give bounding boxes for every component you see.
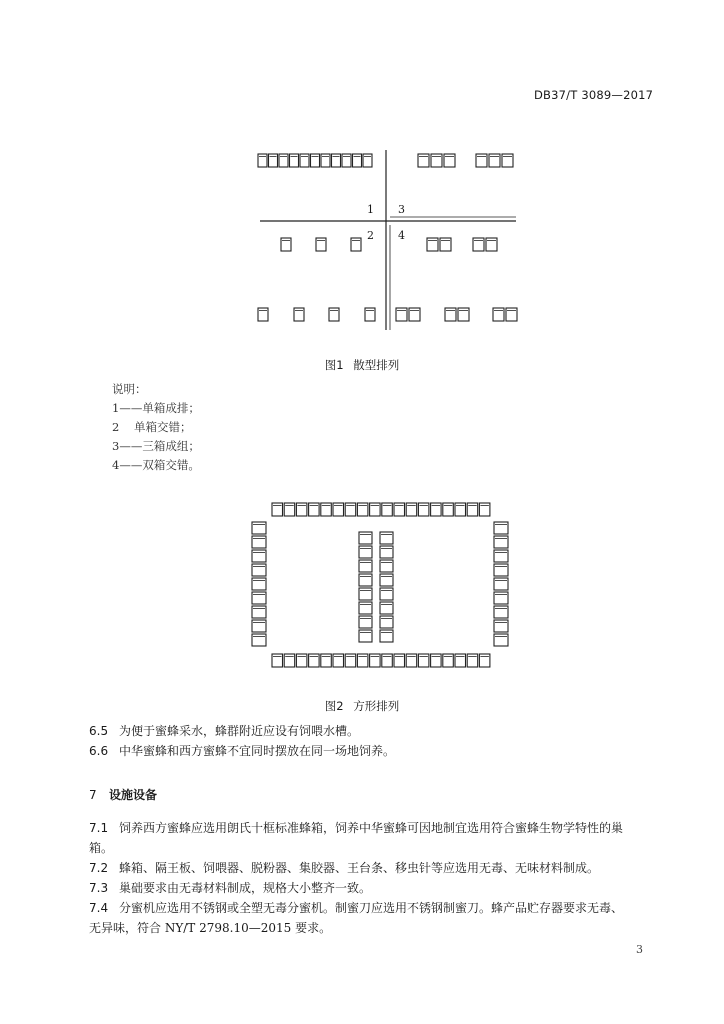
hive-box [345, 654, 356, 667]
hive-box [321, 654, 332, 667]
hive-box [431, 654, 442, 667]
hive-box [296, 503, 307, 516]
hive-box [269, 154, 278, 167]
clause-7-1-cont [89, 838, 659, 858]
hive-box [252, 550, 266, 562]
hive-box [365, 308, 375, 321]
hive-box [380, 532, 393, 544]
hive-box [359, 560, 372, 572]
hive-box [431, 503, 442, 516]
hive-box [409, 308, 420, 321]
hive-box [494, 536, 508, 548]
hive-box [396, 308, 407, 321]
hive-box [431, 154, 442, 167]
hive-box [359, 532, 372, 544]
hive-box [380, 574, 393, 586]
hive-box [316, 238, 326, 251]
hive-box [281, 238, 291, 251]
hive-box [467, 503, 478, 516]
hive-box [418, 503, 429, 516]
hive-box [494, 634, 508, 646]
hive-box [494, 550, 508, 562]
clause-6-6 [89, 741, 659, 761]
hive-box [321, 154, 330, 167]
hive-box [357, 654, 368, 667]
legend-item: 2 单箱交错； [112, 420, 192, 434]
clause-7-3 [89, 878, 659, 898]
hive-box [380, 588, 393, 600]
hive-box [357, 503, 368, 516]
hive-box [443, 654, 454, 667]
hive-box [258, 308, 268, 321]
section-number: 7 [89, 788, 97, 802]
hive-box [332, 154, 341, 167]
hive-box [311, 154, 320, 167]
hive-box [252, 606, 266, 618]
hive-box [455, 654, 466, 667]
hive-box [440, 238, 451, 251]
hive-box [380, 560, 393, 572]
hive-box [329, 308, 339, 321]
section-title: 设施设备 [109, 788, 158, 802]
figure2-caption-number: 图2 [324, 699, 344, 713]
hive-box [272, 503, 283, 516]
hive-box [382, 503, 393, 516]
hive-box [252, 522, 266, 534]
hive-box [359, 602, 372, 614]
hive-box [494, 578, 508, 590]
hive-box [321, 503, 332, 516]
hive-box [294, 308, 304, 321]
hive-box [443, 503, 454, 516]
hive-box [494, 592, 508, 604]
hive-box [455, 503, 466, 516]
clause-7-1 [89, 818, 659, 838]
figure2-caption [0, 698, 724, 714]
legend-title: 说明： [112, 382, 147, 396]
hive-box [342, 154, 351, 167]
clause-text: 饲养西方蜜蜂应选用朗氏十框标准蜂箱，饲养中华蜜蜂可因地制宜选用符合蜜蜂生物学特性的巢 [119, 821, 624, 835]
hive-box [290, 154, 299, 167]
hive-box [458, 308, 469, 321]
hive-box [394, 654, 405, 667]
hive-box [427, 238, 438, 251]
legend-item: 4——双箱交错。 [112, 458, 200, 472]
hive-box [284, 503, 295, 516]
hive-box [258, 154, 267, 167]
clause-number: 6.6 [89, 744, 109, 758]
hive-box [494, 606, 508, 618]
hive-box [309, 654, 320, 667]
hive-box [406, 503, 417, 516]
hive-box [252, 564, 266, 576]
figure2-caption-title: 方形排列 [353, 699, 400, 713]
fig1-label-4: 4 [398, 229, 405, 242]
fig1-label-1: 1 [367, 203, 374, 216]
hive-box [252, 536, 266, 548]
hive-box [486, 238, 497, 251]
hive-box [406, 654, 417, 667]
hive-box [252, 592, 266, 604]
clause-text: 为便于蜜蜂采水，蜂群附近应设有饲喂水槽。 [119, 724, 360, 738]
hive-box [502, 154, 513, 167]
hive-box [445, 308, 456, 321]
hive-box [467, 654, 478, 667]
hive-box [380, 630, 393, 642]
clause-number: 7.4 [89, 901, 109, 915]
clause-number: 7.1 [89, 821, 109, 835]
page-number: 3 [636, 943, 643, 956]
hive-box [252, 634, 266, 646]
hive-box [418, 154, 429, 167]
hive-box [309, 503, 320, 516]
clause-number: 6.5 [89, 724, 109, 738]
hive-box [494, 564, 508, 576]
clause-text: 箱。 [89, 841, 114, 855]
hive-box [479, 503, 490, 516]
hive-box [296, 654, 307, 667]
hive-box [272, 654, 283, 667]
hive-box [370, 503, 381, 516]
figure1-legend [112, 380, 200, 475]
hive-box [333, 654, 344, 667]
clause-number: 7.3 [89, 881, 109, 895]
hive-box [476, 154, 487, 167]
hive-box [494, 620, 508, 632]
hive-box [333, 503, 344, 516]
hive-box [359, 574, 372, 586]
clause-text: 分蜜机应选用不锈钢或全塑无毒分蜜机。制蜜刀应选用不锈钢制蜜刀。蜂产品贮存器要求无毒、 [119, 901, 624, 915]
section-7-heading [89, 786, 157, 803]
hive-box [494, 522, 508, 534]
clause-text: 蜂箱、隔王板、饲喂器、脱粉器、集胶器、王台条、移虫针等应选用无毒、无味材料制成。 [119, 861, 600, 875]
hive-box [252, 578, 266, 590]
hive-box [359, 616, 372, 628]
clause-number: 7.2 [89, 861, 109, 875]
hive-box [489, 154, 500, 167]
fig1-label-3: 3 [398, 203, 405, 216]
hive-box [493, 308, 504, 321]
hive-box [279, 154, 288, 167]
hive-box [380, 616, 393, 628]
hive-box [345, 503, 356, 516]
hive-box [284, 654, 295, 667]
hive-box [359, 588, 372, 600]
hive-box [370, 654, 381, 667]
hive-box [359, 546, 372, 558]
clause-text: 巢础要求由无毒材料制成，规格大小整齐一致。 [119, 881, 372, 895]
hive-box [252, 620, 266, 632]
hive-box [351, 238, 361, 251]
hive-box [363, 154, 372, 167]
figure1-caption-number: 图1 [324, 358, 344, 372]
legend-item: 3——三箱成组； [112, 439, 200, 453]
clause-6-5 [89, 721, 659, 741]
hive-box [380, 546, 393, 558]
legend-item: 1——单箱成排； [112, 401, 200, 415]
document-code: DB37/T 3089—2017 [534, 88, 654, 102]
figure1-caption-title: 散型排列 [353, 358, 400, 372]
hive-box [506, 308, 517, 321]
hive-box [380, 602, 393, 614]
clause-7-2 [89, 858, 659, 878]
hive-box [300, 154, 309, 167]
clause-7-4 [89, 898, 659, 918]
hive-box [479, 654, 490, 667]
fig1-label-2: 2 [367, 229, 374, 242]
hive-box [359, 630, 372, 642]
clause-text: 无异味，符合 NY/T 2798.10—2015 要求。 [89, 921, 332, 935]
clause-text: 中华蜜蜂和西方蜜蜂不宜同时摆放在同一场地饲养。 [119, 744, 396, 758]
hive-box [394, 503, 405, 516]
hive-box [444, 154, 455, 167]
hive-box [418, 654, 429, 667]
hive-box [382, 654, 393, 667]
hive-box [353, 154, 362, 167]
hive-box [473, 238, 484, 251]
figure1-caption [0, 357, 724, 373]
clause-7-4-cont [89, 918, 659, 938]
